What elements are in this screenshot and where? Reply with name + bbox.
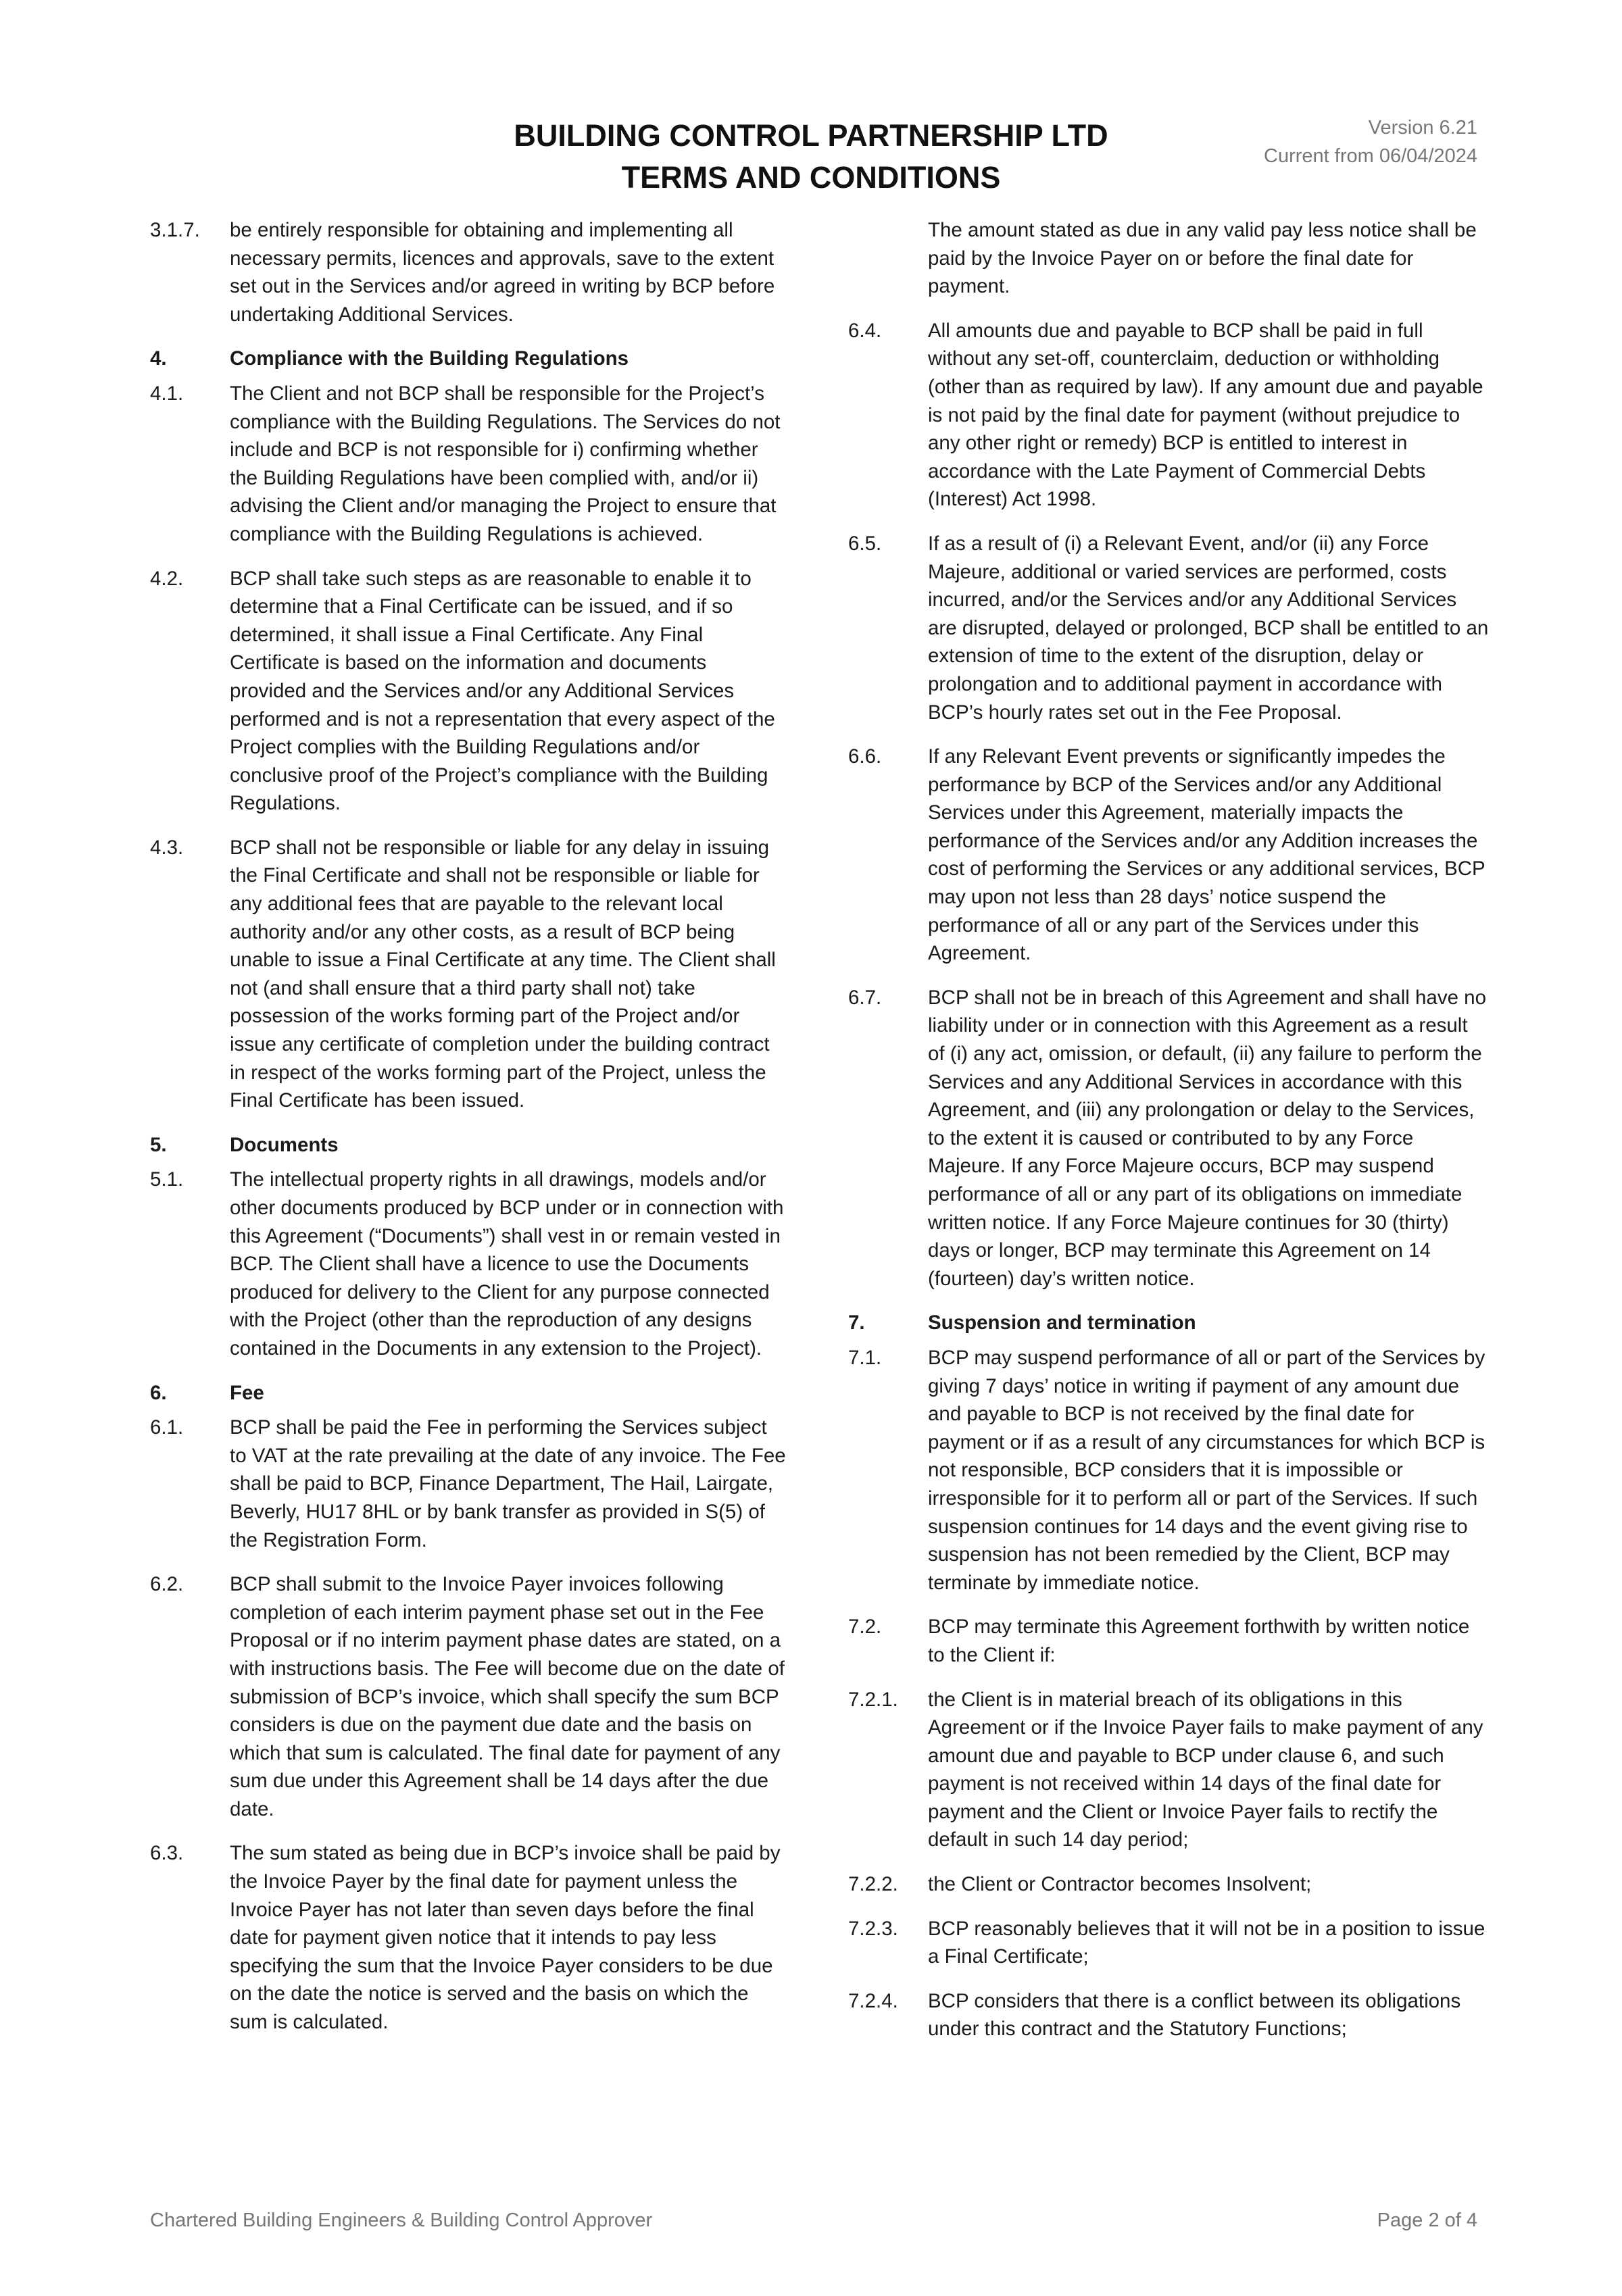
- clause-number: [848, 216, 928, 301]
- document-subtitle: TERMS AND CONDITIONS: [621, 160, 1001, 195]
- clause-text: The Client and not BCP shall be responsible for the Project’s compliance with the Building Regulations. The Services do not include and BCP is not responsible for i) confirming whether the Building Regulations have been complied with, and/or ii) advising the Client and/or managing the Project to ensure that compliance with the Building Regulations is achieved.: [230, 382, 781, 545]
- page-number: Page 2 of 4: [1377, 2210, 1477, 2231]
- left-column: [150, 216, 788, 2053]
- clause: [150, 1839, 788, 2036]
- clause: [848, 984, 1489, 1293]
- clause: [150, 1414, 788, 1554]
- clause-number: 5.: [150, 1133, 167, 1156]
- clause: [848, 530, 1489, 726]
- clause-text: the Client is in material breach of its obligations in this Agreement or if the Invoice Payer fails to make payment of any amount due and payable to BCP under clause 6, and such payment is not received within 14 days of the final date for payment and the Client or Invoice Payer fails to rectify the default in such 14 day period;: [928, 1688, 1483, 1851]
- clause-text: BCP shall not be in breach of this Agreement and shall have no liability under or in connection with this Agreement as a result of (i) any act, omission, or default, (ii) any failure to perform the Services and any Additional Services in accordance with this Agreement, and (iii) any prolongation or delay to the Services, to the extent it is caused or contributed to by any Force Majeure. If any Force Majeure occurs, BCP may suspend performance of all or any part of its obligations on immediate written notice. If any Force Majeure continues for 30 (thirty) days or longer, BCP may terminate this Agreement on 14 (fourteen) day’s written notice.: [928, 986, 1486, 1290]
- clause: [848, 743, 1489, 968]
- section-heading: [848, 1309, 1489, 1337]
- clause: [848, 1915, 1489, 1971]
- clause-text: If as a result of (i) a Relevant Event, and/or (ii) any Force Majeure, additional or varied services are performed, costs incurred, and/or the Services and/or any Additional Services are disrupted, delayed or prolonged, BCP shall be entitled to an extension of time to the extent of the disruption, delay or prolongation and to additional payment in accordance with BCP’s hourly rates set out in the Fee Proposal.: [928, 532, 1489, 724]
- clause: [150, 1166, 788, 1362]
- clause-text: The intellectual property rights in all drawings, models and/or other documents produced by BCP under or in connection with this Agreement (“Documents”) shall vest in or remain vested in BCP. The Client shall have a licence to use the Documents produced for delivery to the Client for any purpose connected with the Project (other than the reproduction of any designs contained in the Documents in any extension to the Project).: [230, 1168, 784, 1359]
- version-number: Version 6.21: [1368, 117, 1477, 139]
- clause: [848, 216, 1489, 301]
- clause-number: 4.2.: [150, 567, 184, 590]
- clause-number: 7.: [848, 1312, 865, 1334]
- clause-text: BCP shall submit to the Invoice Payer invoices following completion of each interim payment phase set out in the Fee Proposal or if no interim payment phase dates are stated, on a with instructions basis. The Fee will become due on the date of submission of BCP’s invoice, which shall specify the sum BCP considers is due on the payment due date and the basis on which that sum is calculated. The final date for payment of any sum due under this Agreement shall be 14 days after the due date.: [230, 1573, 785, 1820]
- clause-text: BCP shall be paid the Fee in performing the Services subject to VAT at the rate prevailing at the date of any invoice. The Fee shall be paid to BCP, Finance Department, The Hail, Lairgate, Beverly, HU17 8HL or by bank transfer as provided in S(5) of the Registration Form.: [230, 1416, 786, 1551]
- clause-number: 4.3.: [150, 836, 184, 859]
- clause: [150, 216, 788, 328]
- page-header: [0, 0, 1622, 203]
- clause-number: 7.2.: [848, 1616, 882, 1639]
- clause-number: 4.1.: [150, 382, 184, 405]
- version-info: [1264, 114, 1477, 170]
- clause: [150, 1570, 788, 1823]
- clause-number: 4.: [150, 347, 167, 370]
- clause-text: Compliance with the Building Regulations: [230, 347, 629, 370]
- clause-text: All amounts due and payable to BCP shall be paid in full without any set-off, counterclaim, deduction or withholding (other than as required by law). If any amount due and payable is not paid by the final date for payment (without prejudice to any other right or remedy) BCP is entitled to interest in accordance with the Late Payment of Commercial Debts (Interest) Act 1998.: [928, 319, 1483, 511]
- clause-number: 7.2.2.: [848, 1873, 898, 1896]
- clause-number: 6.2.: [150, 1573, 184, 1596]
- clause-number: 7.2.3.: [848, 1917, 898, 1940]
- clause-number: 6.3.: [150, 1842, 184, 1865]
- clause-number: 7.2.1.: [848, 1688, 898, 1711]
- clause-number: 6.4.: [848, 319, 882, 342]
- clause-number: 7.2.4.: [848, 1989, 898, 2012]
- clause: [848, 1987, 1489, 2043]
- clause: [848, 317, 1489, 514]
- clause-text: The amount stated as due in any valid pay less notice shall be paid by the Invoice Payer on or before the final date for payment.: [928, 219, 1477, 298]
- clause-number: 6.1.: [150, 1416, 184, 1439]
- clause-text: Fee: [230, 1381, 264, 1404]
- section-heading: [150, 1379, 788, 1407]
- right-column: [848, 216, 1489, 2060]
- clause-text: BCP may terminate this Agreement forthwith by written notice to the Client if:: [928, 1616, 1470, 1666]
- clause-text: If any Relevant Event prevents or significantly impedes the performance by BCP of the Services and/or any Additional Services under this Agreement, materially impacts the performance of the Services and/or any Addition increases the cost of performing the Services or any additional services, BCP may upon not less than 28 days’ notice suspend the performance of all or any part of the Services under this Agreement.: [928, 745, 1485, 965]
- clause: [848, 1613, 1489, 1669]
- footer-organisation: Chartered Building Engineers & Building Control Approver: [150, 2210, 653, 2231]
- clause: [150, 380, 788, 549]
- clause-text: Suspension and termination: [928, 1312, 1196, 1334]
- clause-number: 6.: [150, 1381, 167, 1404]
- clause-number: 6.7.: [848, 986, 882, 1009]
- clause-text: Documents: [230, 1133, 339, 1156]
- clause-text: the Client or Contractor becomes Insolvent;: [928, 1873, 1312, 1896]
- clause-text: be entirely responsible for obtaining and implementing all necessary permits, licences and approvals, save to the extent set out in the Services and/or agreed in writing by BCP before undertaking Additional Services.: [230, 219, 775, 326]
- clause: [848, 1870, 1489, 1899]
- clause: [848, 1686, 1489, 1855]
- section-heading: [150, 345, 788, 373]
- clause-text: BCP may suspend performance of all or part of the Services by giving 7 days’ notice in writing if payment of any amount due and payable to BCP is not received by the final date for payment or if as a result of any circumstances for which BCP is not responsible, BCP considers that it is impossible or irresponsible for it to perform all or part of the Services. If such suspension continues for 14 days and the event giving rise to suspension has not been remedied by the Client, BCP may terminate by immediate notice.: [928, 1346, 1485, 1594]
- clause: [848, 1344, 1489, 1597]
- clause: [150, 565, 788, 818]
- document-title: BUILDING CONTROL PARTNERSHIP LTD: [514, 118, 1108, 153]
- clause-text: BCP shall not be responsible or liable for any delay in issuing the Final Certificate and shall not be responsible or liable for any additional fees that are payable to the relevant local authority and/or any other costs, as a result of BCP being unable to issue a Final Certificate at any time. The Client shall not (and shall ensure that a third party shall not) take possession of the works forming part of the Project and/or issue any certificate of completion under the building contract in respect of the works forming part of the Project, unless the Final Certificate has been issued.: [230, 836, 776, 1112]
- clause-text: BCP reasonably believes that it will not be in a position to issue a Final Certificate;: [928, 1917, 1485, 1968]
- section-heading: [150, 1131, 788, 1159]
- version-date: Current from 06/04/2024: [1264, 145, 1477, 167]
- clause-number: 3.1.7.: [150, 219, 200, 241]
- clause: [150, 834, 788, 1115]
- clause-number: 5.1.: [150, 1168, 184, 1191]
- clause-text: BCP shall take such steps as are reasonable to enable it to determine that a Final Certificate can be issued, and if so determined, it shall issue a Final Certificate. Any Final Certificate is based on the information and documents provided and the Services and/or any Additional Services performed and is not a representation that every aspect of the Project complies with the Building Regulations and/or conclusive proof of the Project’s compliance with the Building Regulations.: [230, 567, 775, 815]
- clause-number: 6.6.: [848, 745, 882, 768]
- clause-text: The sum stated as being due in BCP’s invoice shall be paid by the Invoice Payer by the final date for payment unless the Invoice Payer has not later than seven days before the final date for payment given notice that it intends to pay less specifying the sum that the Invoice Payer considers to be due on the date the notice is served and the basis on which the sum is calculated.: [230, 1842, 781, 2034]
- clause-number: 6.5.: [848, 532, 882, 555]
- clause-text: BCP considers that there is a conflict between its obligations under this contract and the Statutory Functions;: [928, 1989, 1461, 2041]
- clause-number: 7.1.: [848, 1346, 882, 1369]
